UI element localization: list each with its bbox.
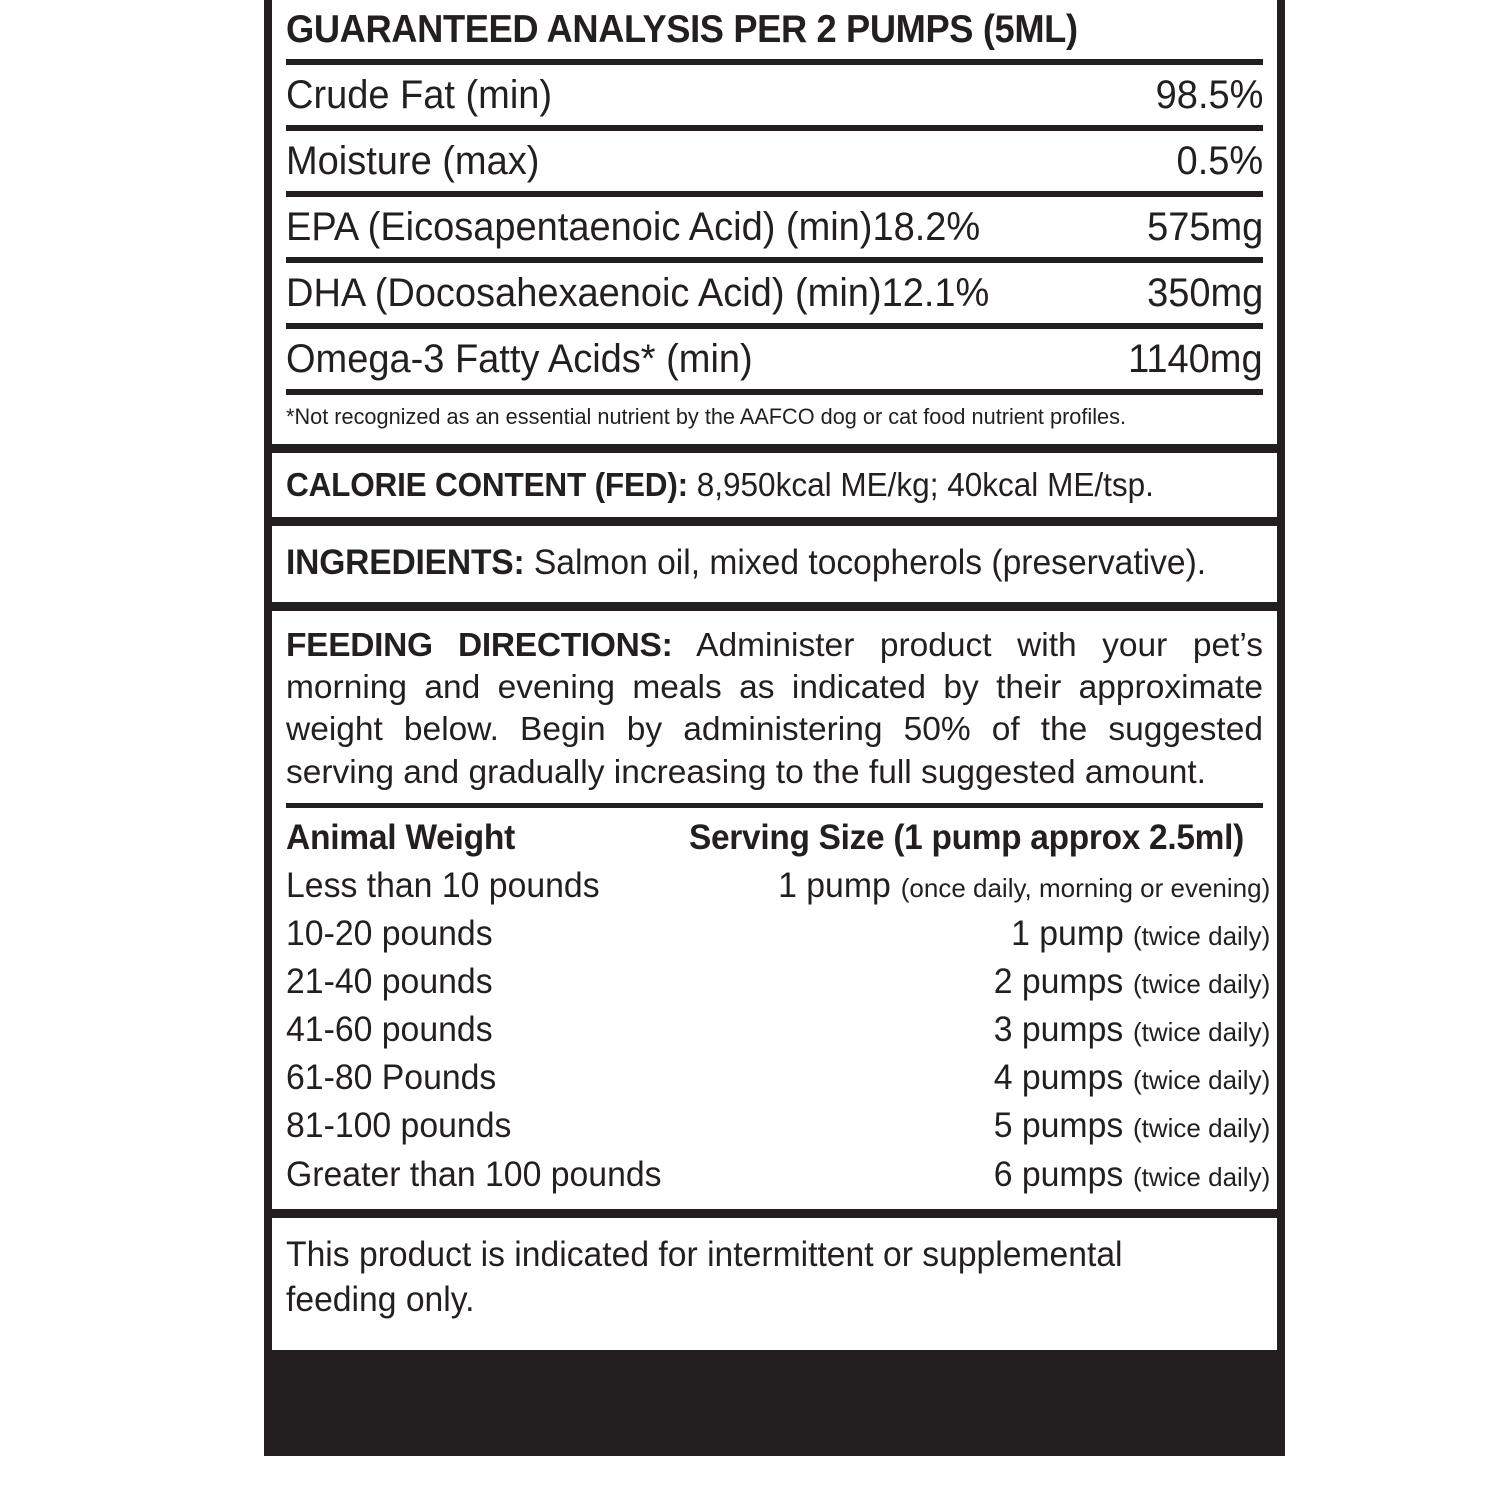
table-row xyxy=(286,862,1270,910)
feeding-directions-label: FEEDING DIRECTIONS: xyxy=(286,626,673,664)
column-header-serving: Serving Size (1 pump approx 2.5ml) xyxy=(689,817,1245,857)
serving-frequency: (twice daily) xyxy=(1132,1017,1271,1048)
nutrient-name: EPA (Eicosapentaenoic Acid) (min)18.2% xyxy=(286,204,981,249)
table-row xyxy=(286,1054,1270,1102)
serving-frequency: (twice daily) xyxy=(1132,969,1271,1000)
feeding-directions-section xyxy=(272,611,1277,1209)
weight-cell: 10-20 pounds xyxy=(286,913,493,953)
calorie-content-value: 8,950kcal ME/kg; 40kcal ME/tsp. xyxy=(687,466,1154,504)
guaranteed-analysis-footnote: *Not recognized as an essential nutrient by the AAFCO dog or cat food nutrient profiles. xyxy=(286,403,1127,429)
table-header-row xyxy=(286,814,1270,862)
serving-cell xyxy=(675,1102,1270,1150)
nutrient-name: DHA (Docosahexaenoic Acid) (min)12.1% xyxy=(286,270,990,315)
weight-cell: 41-60 pounds xyxy=(286,1010,493,1050)
weight-cell: Less than 10 pounds xyxy=(286,865,600,905)
nutrient-row xyxy=(286,329,1263,389)
serving-cell xyxy=(675,1006,1270,1054)
feeding-directions-text: Administer product with your pet’s morning and evening meals as indicated by their approximate weight below. Begin by administering 50% of the suggested serving and gradually increasing to the full suggested amount. xyxy=(286,626,1263,791)
serving-amount: 3 pumps xyxy=(993,1010,1124,1050)
serving-frequency: (twice daily) xyxy=(1132,1065,1271,1096)
weight-cell: 21-40 pounds xyxy=(286,962,493,1002)
feeding-table xyxy=(286,814,1270,1199)
nutrient-row xyxy=(286,131,1263,191)
nutrient-row xyxy=(286,65,1263,125)
serving-frequency: (once daily, morning or evening) xyxy=(900,872,1271,903)
divider xyxy=(286,803,1263,808)
nutrient-name: Moisture (max) xyxy=(286,138,540,183)
serving-cell xyxy=(675,958,1270,1006)
serving-cell xyxy=(675,1151,1270,1199)
serving-frequency: (twice daily) xyxy=(1132,1161,1271,1192)
table-row xyxy=(286,910,1270,958)
ingredients-label: INGREDIENTS: xyxy=(286,543,525,583)
guaranteed-analysis-title: GUARANTEED ANALYSIS PER 2 PUMPS (5ML) xyxy=(286,8,1078,51)
nutrient-row xyxy=(286,263,1263,323)
serving-amount: 1 pump xyxy=(1010,913,1124,953)
nutrient-value: 575mg xyxy=(1146,204,1263,249)
serving-amount: 1 pump xyxy=(778,865,892,905)
nutrient-name: Omega-3 Fatty Acids* (min) xyxy=(286,336,753,381)
final-statement-section xyxy=(272,1218,1277,1351)
nutrient-value: 0.5% xyxy=(1176,138,1263,183)
nutrition-label xyxy=(264,0,1285,1456)
serving-frequency: (twice daily) xyxy=(1132,920,1271,951)
nutrient-value: 350mg xyxy=(1146,270,1263,315)
ingredients-section xyxy=(272,526,1277,602)
weight-cell: 61-80 Pounds xyxy=(286,1058,497,1098)
ingredients-value: Salmon oil, mixed tocopherols (preservative). xyxy=(524,543,1207,583)
nutrient-value: 98.5% xyxy=(1155,72,1263,117)
serving-amount: 6 pumps xyxy=(993,1154,1124,1194)
nutrient-value: 1140mg xyxy=(1128,336,1263,381)
serving-cell xyxy=(675,862,1270,910)
weight-cell: Greater than 100 pounds xyxy=(286,1154,662,1194)
guaranteed-analysis-section xyxy=(272,0,1277,444)
table-row xyxy=(286,1102,1270,1150)
calorie-content-section xyxy=(272,453,1277,517)
table-row xyxy=(286,1006,1270,1054)
feeding-directions-paragraph xyxy=(286,625,1263,803)
final-statement-text: This product is indicated for intermittent or supplemental feeding only. xyxy=(286,1234,1123,1319)
serving-cell xyxy=(675,1054,1270,1102)
serving-amount: 4 pumps xyxy=(993,1058,1124,1098)
serving-amount: 5 pumps xyxy=(993,1106,1124,1146)
serving-cell xyxy=(675,910,1270,958)
calorie-content-label: CALORIE CONTENT (FED): xyxy=(286,466,688,504)
column-header-weight: Animal Weight xyxy=(286,817,515,857)
serving-amount: 2 pumps xyxy=(993,962,1124,1002)
table-row xyxy=(286,958,1270,1006)
serving-frequency: (twice daily) xyxy=(1132,1113,1271,1144)
nutrient-name: Crude Fat (min) xyxy=(286,72,553,117)
table-row xyxy=(286,1151,1270,1199)
weight-cell: 81-100 pounds xyxy=(286,1106,512,1146)
nutrient-row xyxy=(286,197,1263,257)
